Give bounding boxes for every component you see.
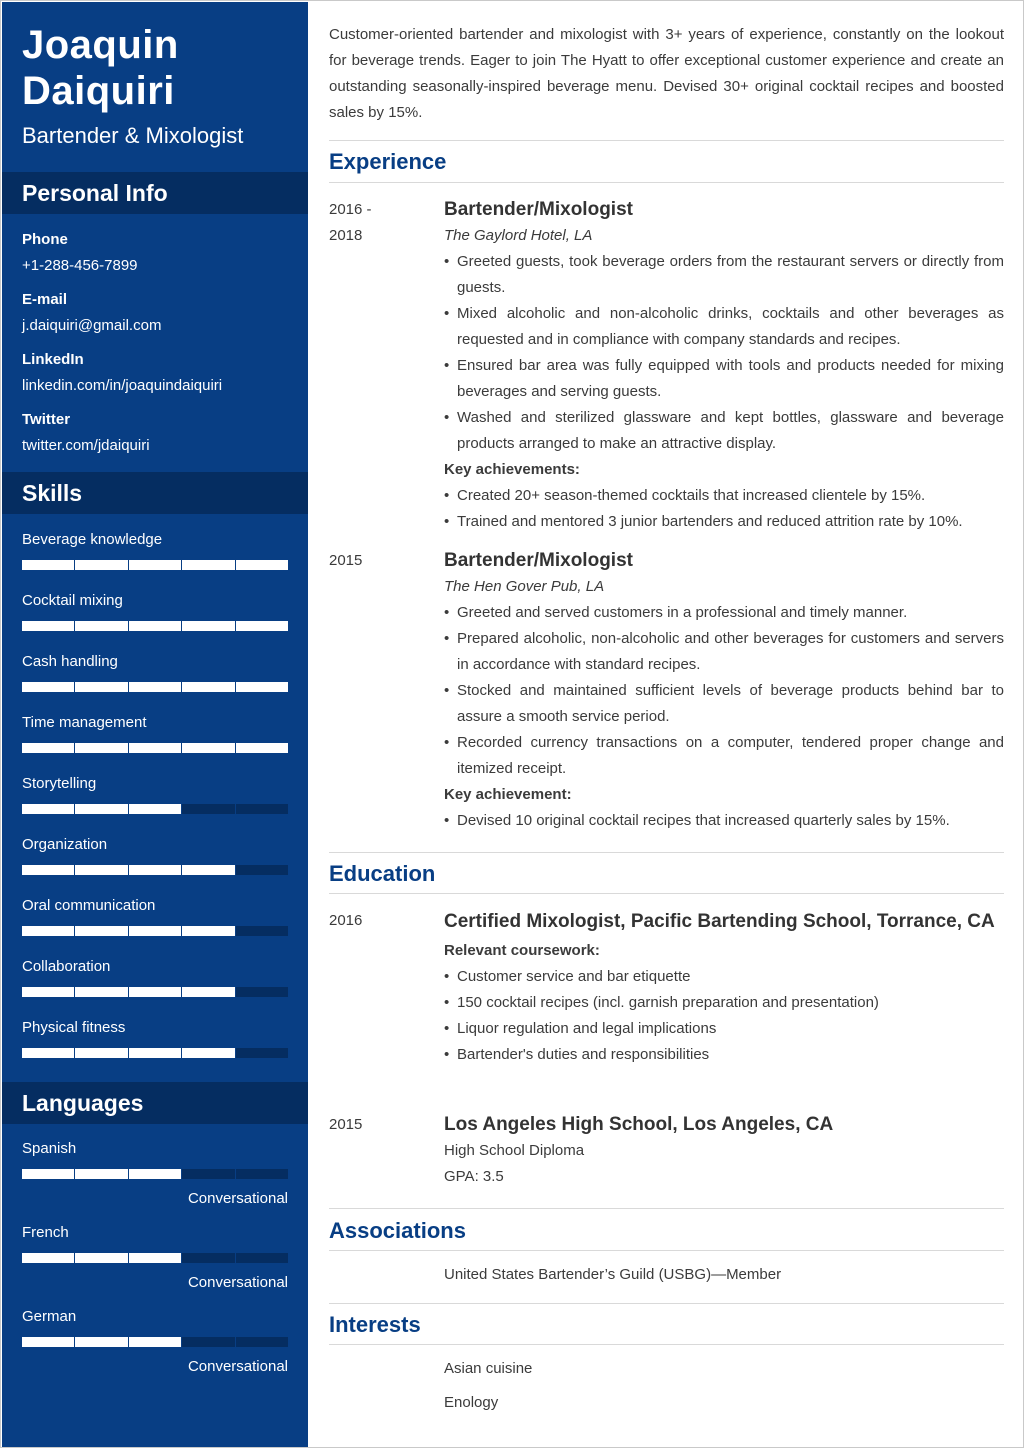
divider bbox=[329, 1344, 1004, 1345]
bar-segment bbox=[22, 1253, 75, 1263]
bar-segment bbox=[22, 926, 75, 936]
divider bbox=[329, 852, 1004, 853]
language-level: Conversational bbox=[187, 1190, 288, 1207]
list-item: • Mixed alcoholic and non-alcoholic drinks, cocktails and other beverages as requested and in compliance with company standards and recipes. bbox=[444, 301, 1004, 353]
language-name: German bbox=[22, 1308, 77, 1325]
bar-segment bbox=[129, 865, 182, 875]
bar-segment bbox=[182, 926, 235, 936]
bar-segment bbox=[182, 743, 235, 753]
twitter-label: Twitter bbox=[22, 411, 71, 428]
candidate-role: Bartender & Mixologist bbox=[22, 123, 244, 148]
job-title: Bartender/Mixologist bbox=[444, 550, 633, 571]
job-date-start: 2016 - bbox=[329, 201, 372, 218]
divider bbox=[329, 182, 1004, 183]
language-bar bbox=[22, 1337, 288, 1347]
bar-segment bbox=[129, 1253, 182, 1263]
education-date: 2015 bbox=[329, 1116, 363, 1133]
bar-segment bbox=[75, 1048, 128, 1058]
phone-label: Phone bbox=[22, 231, 68, 248]
list-item: • Customer service and bar etiquette bbox=[444, 964, 1004, 990]
skill-name: Time management bbox=[22, 714, 147, 731]
association-item: United States Bartender’s Guild (USBG)—Member bbox=[444, 1266, 782, 1283]
job-entry bbox=[444, 197, 1004, 535]
job-date bbox=[329, 197, 372, 249]
skill-name: Storytelling bbox=[22, 775, 97, 792]
skill-bar bbox=[22, 682, 288, 692]
education-entry bbox=[444, 905, 1004, 1068]
name-first: Joaquin bbox=[22, 23, 179, 67]
list-item: • Created 20+ season-themed cocktails that increased clientele by 15%. bbox=[444, 483, 1004, 509]
bar-segment bbox=[236, 621, 288, 631]
list-item: • Recorded currency transactions on a computer, tendered proper change and itemized receipt. bbox=[444, 730, 1004, 782]
list-item: • Trained and mentored 3 junior bartenders and reduced attrition rate by 10%. bbox=[444, 509, 1004, 535]
coursework-list bbox=[444, 964, 1004, 1068]
bar-segment bbox=[75, 987, 128, 997]
bar-segment bbox=[182, 621, 235, 631]
skill-name: Organization bbox=[22, 836, 108, 853]
bar-segment bbox=[75, 621, 128, 631]
bar-segment bbox=[236, 987, 288, 997]
list-item: • Liquor regulation and legal implications bbox=[444, 1016, 1004, 1042]
bar-segment bbox=[22, 682, 75, 692]
associations-heading: Associations bbox=[329, 1218, 466, 1243]
bar-segment bbox=[129, 804, 182, 814]
bar-segment bbox=[129, 987, 182, 997]
skill-bar bbox=[22, 865, 288, 875]
bar-segment bbox=[22, 1337, 75, 1347]
bar-segment bbox=[182, 560, 235, 570]
bar-segment bbox=[182, 1169, 235, 1179]
profile-summary: Customer-oriented bartender and mixologist with 3+ years of experience, constantly on the lookout for beverage trends. Eager to join The Hyatt to offer exceptional customer experience and create an outstanding seasonally-inspired beverage menu. Devised 30+ original cocktail recipes and boosted sales by 15%. bbox=[329, 26, 1004, 121]
bar-segment bbox=[75, 1337, 128, 1347]
bar-segment bbox=[75, 560, 128, 570]
bar-segment bbox=[22, 1169, 75, 1179]
personal-info-heading: Personal Info bbox=[2, 172, 308, 214]
job-achievements bbox=[444, 808, 1004, 834]
bar-segment bbox=[75, 865, 128, 875]
skill-bar bbox=[22, 743, 288, 753]
interest-item: Asian cuisine bbox=[444, 1360, 533, 1377]
bar-segment bbox=[236, 743, 288, 753]
bar-segment bbox=[75, 804, 128, 814]
education-title: Certified Mixologist, Pacific Bartending School, Torrance, CA bbox=[444, 911, 995, 932]
job-entry bbox=[444, 548, 1004, 834]
twitter-value: twitter.com/jdaiquiri bbox=[22, 437, 150, 454]
bar-segment bbox=[129, 1169, 182, 1179]
bar-segment bbox=[236, 804, 288, 814]
bar-segment bbox=[22, 804, 75, 814]
bar-segment bbox=[182, 1048, 235, 1058]
skill-bar bbox=[22, 926, 288, 936]
language-level: Conversational bbox=[187, 1358, 288, 1375]
list-item: • Greeted and served customers in a professional and timely manner. bbox=[444, 600, 1004, 626]
bar-segment bbox=[236, 1048, 288, 1058]
skill-name: Collaboration bbox=[22, 958, 111, 975]
divider bbox=[329, 1250, 1004, 1251]
skill-bar bbox=[22, 621, 288, 631]
bar-segment bbox=[22, 743, 75, 753]
main-content bbox=[329, 1, 1004, 1448]
job-date: 2015 bbox=[329, 552, 363, 569]
skill-name: Physical fitness bbox=[22, 1019, 126, 1036]
email-label: E-mail bbox=[22, 291, 68, 308]
bar-segment bbox=[22, 560, 75, 570]
list-item: • Devised 10 original cocktail recipes that increased quarterly sales by 15%. bbox=[444, 808, 1004, 834]
language-bar bbox=[22, 1253, 288, 1263]
education-gpa: GPA: 3.5 bbox=[444, 1168, 504, 1185]
bar-segment bbox=[129, 1048, 182, 1058]
bar-segment bbox=[236, 1169, 288, 1179]
list-item: • Washed and sterilized glassware and kept bottles, glassware and beverage products arranged to make an attractive display. bbox=[444, 405, 1004, 457]
divider bbox=[329, 893, 1004, 894]
bar-segment bbox=[129, 621, 182, 631]
bar-segment bbox=[22, 621, 75, 631]
skills-heading: Skills bbox=[2, 472, 308, 514]
job-title: Bartender/Mixologist bbox=[444, 199, 633, 220]
skill-bar bbox=[22, 560, 288, 570]
list-item: • Prepared alcoholic, non-alcoholic and other beverages for customers and servers in accordance with standard recipes. bbox=[444, 626, 1004, 678]
education-heading: Education bbox=[329, 861, 436, 886]
list-item: • Ensured bar area was fully equipped with tools and products needed for mixing beverages and serving guests. bbox=[444, 353, 1004, 405]
education-date: 2016 bbox=[329, 912, 363, 929]
bar-segment bbox=[75, 743, 128, 753]
job-company: The Gaylord Hotel, LA bbox=[444, 227, 593, 244]
education-entry bbox=[444, 1112, 1004, 1190]
experience-heading: Experience bbox=[329, 149, 447, 174]
divider bbox=[329, 1303, 1004, 1304]
sidebar bbox=[2, 2, 308, 1447]
job-date-end: 2018 bbox=[329, 227, 363, 244]
skill-name: Beverage knowledge bbox=[22, 531, 163, 548]
bar-segment bbox=[22, 987, 75, 997]
interests-heading: Interests bbox=[329, 1312, 421, 1337]
interest-item: Enology bbox=[444, 1394, 499, 1411]
bar-segment bbox=[129, 926, 182, 936]
divider bbox=[329, 1208, 1004, 1209]
name-last: Daiquiri bbox=[22, 69, 175, 113]
education-title: Los Angeles High School, Los Angeles, CA bbox=[444, 1114, 834, 1135]
bar-segment bbox=[182, 865, 235, 875]
bar-segment bbox=[236, 560, 288, 570]
languages-heading: Languages bbox=[2, 1082, 308, 1124]
bar-segment bbox=[182, 1253, 235, 1263]
bar-segment bbox=[236, 1337, 288, 1347]
language-level: Conversational bbox=[187, 1274, 288, 1291]
bar-segment bbox=[236, 865, 288, 875]
bar-segment bbox=[22, 1048, 75, 1058]
language-name: French bbox=[22, 1224, 69, 1241]
job-achievements bbox=[444, 483, 1004, 535]
skill-name: Cash handling bbox=[22, 653, 118, 670]
linkedin-label: LinkedIn bbox=[22, 351, 84, 368]
coursework-label: Relevant coursework: bbox=[444, 942, 600, 959]
skill-bar bbox=[22, 804, 288, 814]
job-duties bbox=[444, 249, 1004, 457]
achievements-label: Key achievement: bbox=[444, 786, 572, 803]
list-item: • Stocked and maintained sufficient levels of beverage products behind bar to assure a smooth service period. bbox=[444, 678, 1004, 730]
phone-value: +1-288-456-7899 bbox=[22, 257, 138, 274]
bar-segment bbox=[129, 560, 182, 570]
bar-segment bbox=[236, 682, 288, 692]
list-item: • Bartender's duties and responsibilities bbox=[444, 1042, 1004, 1068]
bar-segment bbox=[129, 682, 182, 692]
skill-name: Cocktail mixing bbox=[22, 592, 123, 609]
job-company: The Hen Gover Pub, LA bbox=[444, 578, 605, 595]
bar-segment bbox=[182, 1337, 235, 1347]
skill-bar bbox=[22, 1048, 288, 1058]
bar-segment bbox=[182, 804, 235, 814]
bar-segment bbox=[236, 1253, 288, 1263]
job-duties bbox=[444, 600, 1004, 782]
bar-segment bbox=[129, 1337, 182, 1347]
bar-segment bbox=[75, 1253, 128, 1263]
bar-segment bbox=[182, 682, 235, 692]
bar-segment bbox=[236, 926, 288, 936]
linkedin-value: linkedin.com/in/joaquindaiquiri bbox=[22, 377, 223, 394]
education-diploma: High School Diploma bbox=[444, 1142, 585, 1159]
bar-segment bbox=[75, 1169, 128, 1179]
skill-bar bbox=[22, 987, 288, 997]
bar-segment bbox=[182, 987, 235, 997]
skill-name: Oral communication bbox=[22, 897, 156, 914]
email-value: j.daiquiri@gmail.com bbox=[22, 317, 162, 334]
language-bar bbox=[22, 1169, 288, 1179]
list-item: • Greeted guests, took beverage orders from the restaurant servers or directly from guests. bbox=[444, 249, 1004, 301]
bar-segment bbox=[75, 682, 128, 692]
list-item: • 150 cocktail recipes (incl. garnish preparation and presentation) bbox=[444, 990, 1004, 1016]
achievements-label: Key achievements: bbox=[444, 461, 580, 478]
bar-segment bbox=[129, 743, 182, 753]
bar-segment bbox=[22, 865, 75, 875]
candidate-name bbox=[22, 22, 179, 114]
language-name: Spanish bbox=[22, 1140, 77, 1157]
bar-segment bbox=[75, 926, 128, 936]
divider bbox=[329, 140, 1004, 141]
